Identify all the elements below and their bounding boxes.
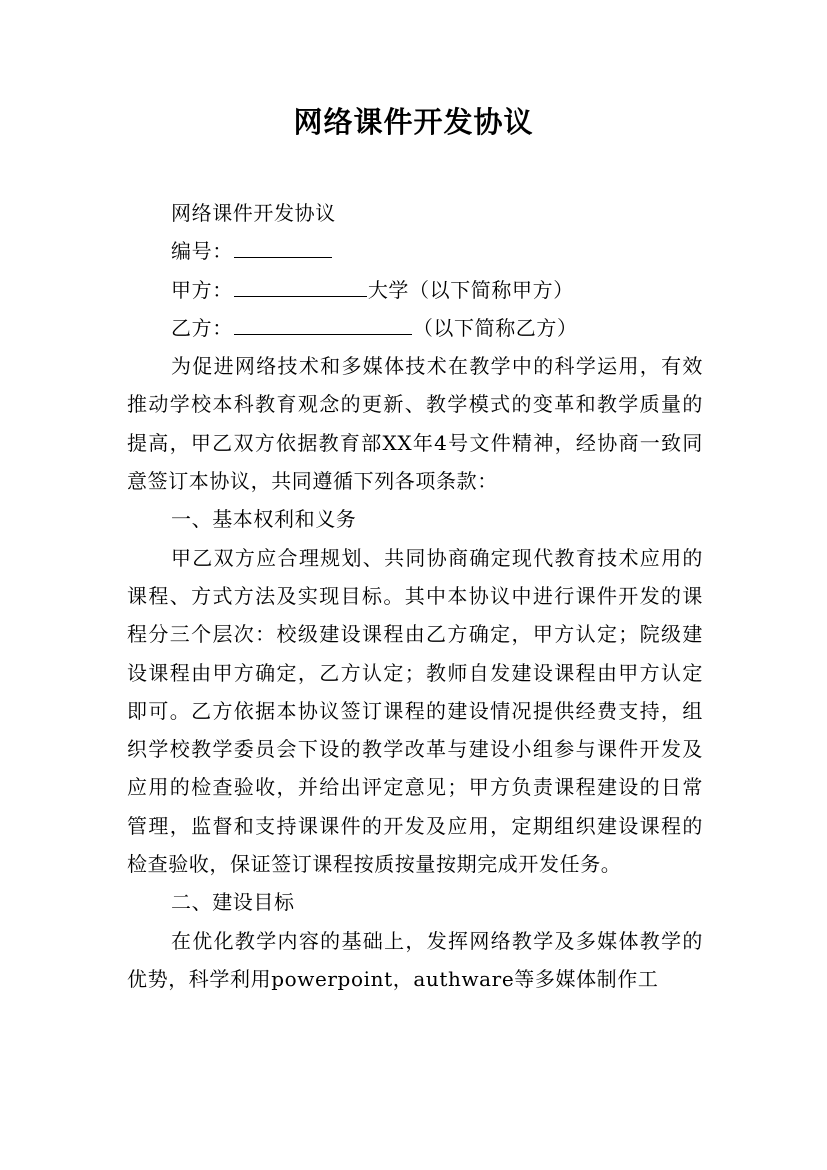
document-body xyxy=(127,194,703,998)
party-a-suffix: 大学（以下简称甲方） xyxy=(367,277,574,302)
heading-line: 网络课件开发协议 xyxy=(171,201,336,225)
section2-title: 二、建设目标 xyxy=(171,890,295,915)
number-label: 编号： xyxy=(171,239,233,264)
party-a-label: 甲方： xyxy=(171,277,233,302)
party-b-label: 乙方： xyxy=(171,315,233,340)
party-a-line xyxy=(127,271,703,309)
party-b-suffix: （以下简称乙方） xyxy=(412,315,578,340)
party-a-blank xyxy=(234,278,367,297)
section1-title: 一、基本权利和义务 xyxy=(171,507,357,532)
section1-paragraph: 甲乙双方应合理规划、共同协商确定现代教育技术应用的课程、方式方法及实现目标。其中本协议中进行课件开发的课程分三个层次：校级建设课程由乙方确定，甲方认定；院级建设课程由甲方确定，乙方认定；教师自发建设课程由甲方认定即可。乙方依据本协议签订课程的建设情况提供经费支持，组织学校教学委员会下设的教学改革与建设小组参与课件开发及应用的检查验收，并给出评定意见；甲方负责课程建设的日常管理，监督和支持课课件的开发及应用，定期组织建设课程的检查验收，保证签订课程按质按量按期完成开发任务。 xyxy=(127,545,703,877)
party-b-blank xyxy=(234,316,412,335)
number-line xyxy=(127,232,703,270)
number-blank xyxy=(234,239,332,258)
party-b-line xyxy=(127,309,703,347)
section2-paragraph: 在优化教学内容的基础上，发挥网络教学及多媒体教学的优势，科学利用powerpoint，authware等多媒体制作工 xyxy=(127,928,703,991)
intro-paragraph: 为促进网络技术和多媒体技术在教学中的科学运用，有效推动学校本科教育观念的更新、教学模式的变革和教学质量的提高，甲乙双方依据教育部XX年4号文件精神，经协商一致同意签订本协议，共同遵循下列各项条款： xyxy=(127,354,703,494)
document-title: 网络课件开发协议 xyxy=(293,105,534,139)
